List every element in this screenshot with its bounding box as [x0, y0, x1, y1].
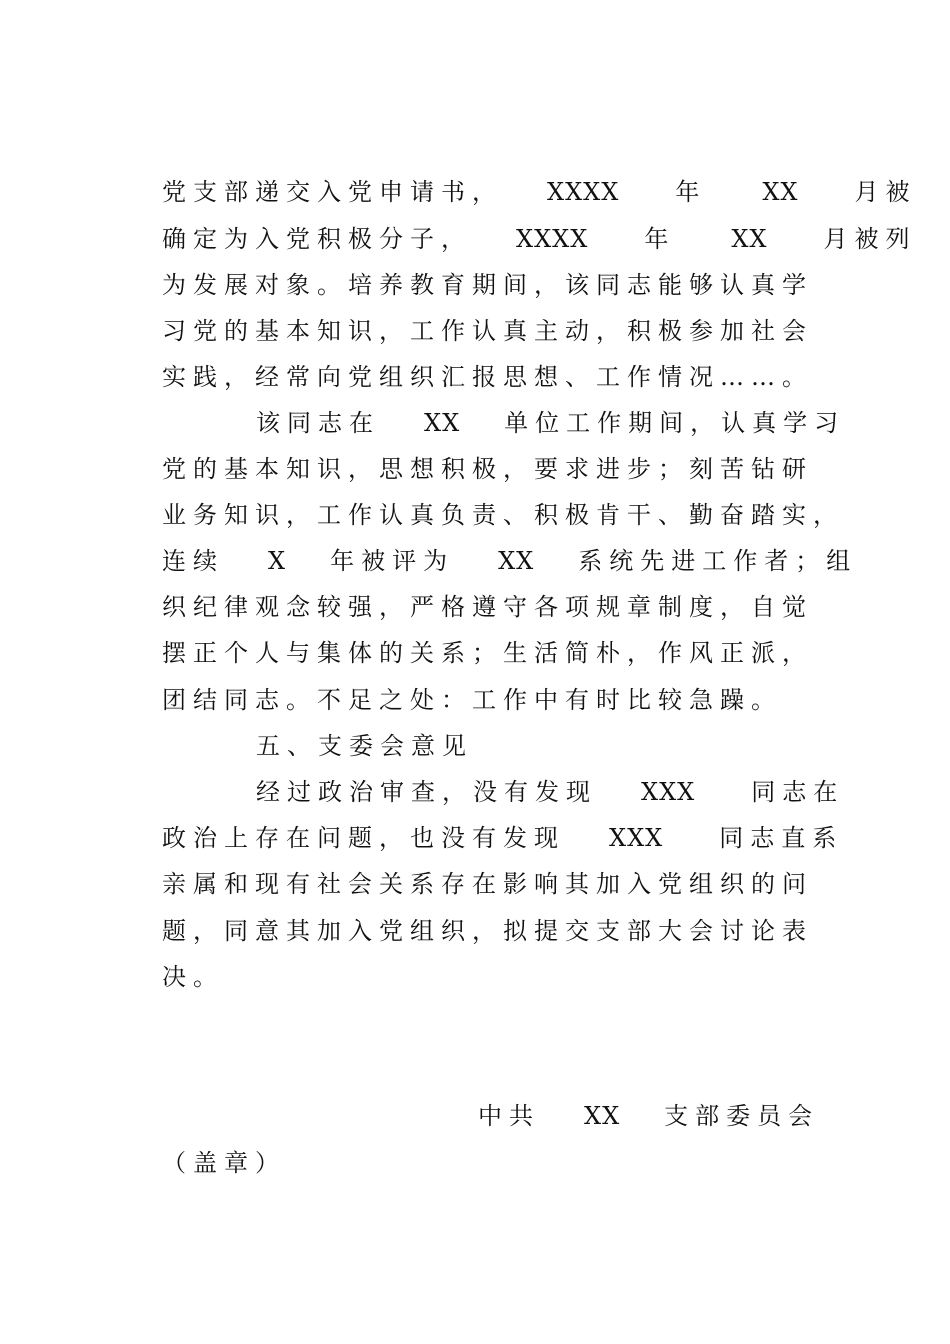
- text-run: 单位工作期间，认真学习: [504, 409, 846, 437]
- text-run: 同志直系: [719, 824, 844, 852]
- placeholder-year: XXXX: [547, 178, 620, 206]
- text-run: 团结同志。不足之处：工作中有时比较急躁。: [162, 686, 782, 714]
- text-line: [162, 454, 822, 484]
- seal-note: （盖章）: [162, 1149, 286, 1177]
- text-line: [162, 685, 822, 715]
- text-run: 连续: [162, 547, 224, 575]
- text-run: 实践，经常向党组织汇报思想、工作情况……。: [162, 363, 813, 391]
- text-line: [162, 177, 917, 207]
- section-heading: 五、支委会意见: [256, 732, 473, 760]
- text-run: 亲属和现有社会关系存在影响其加入党组织的问: [162, 870, 813, 898]
- text-run: 习党的基本知识，工作认真主动，积极参加社会: [162, 317, 813, 345]
- text-line: [256, 777, 845, 807]
- text-line: [162, 823, 844, 853]
- text-run: 织纪律观念较强，严格遵守各项规章制度，自觉: [162, 593, 813, 621]
- text-line: [162, 638, 822, 668]
- text-run: 决。: [162, 963, 224, 991]
- text-line: [162, 592, 822, 622]
- text-line: [162, 916, 822, 946]
- text-run: 经过政治审查，没有发现: [256, 778, 597, 806]
- text-run: 题，同意其加入党组织，拟提交支部大会讨论表: [162, 917, 813, 945]
- text-run: 月被列: [823, 225, 917, 253]
- text-line: [162, 362, 822, 392]
- text-run: 年被评为: [330, 547, 455, 575]
- placeholder-year: XXXX: [516, 225, 589, 253]
- placeholder-unit: XX: [424, 409, 461, 437]
- text-run: 年: [675, 178, 707, 206]
- signature-org: [478, 1101, 822, 1131]
- signature-code: XX: [584, 1102, 621, 1130]
- text-run: 确定为入党积极分子，: [162, 225, 472, 253]
- text-line: [162, 962, 822, 992]
- text-run: 系统先进工作者；组: [578, 547, 858, 575]
- text-line: [162, 869, 822, 899]
- text-run: 同志在: [751, 778, 845, 806]
- placeholder-count: X: [268, 547, 287, 575]
- text-line: [162, 546, 858, 576]
- signature-suffix: 支部委员会: [664, 1102, 820, 1130]
- text-line: [162, 224, 917, 254]
- text-run: 为发展对象。培养教育期间，该同志能够认真学: [162, 271, 813, 299]
- text-run: 业务知识，工作认真负责、积极肯干、勤奋踏实，: [162, 501, 844, 529]
- text-run: 年: [644, 225, 676, 253]
- text-line: [256, 408, 846, 438]
- text-line: [162, 316, 822, 346]
- text-run: 政治上存在问题，也没有发现: [162, 824, 565, 852]
- placeholder-name: XXX: [609, 824, 664, 852]
- text-line: [162, 500, 844, 530]
- text-run: 摆正个人与集体的关系；生活简朴，作风正派，: [162, 639, 813, 667]
- placeholder-month: XX: [731, 225, 768, 253]
- text-run: 该同志在: [256, 409, 380, 437]
- text-run: 党的基本知识，思想积极，要求进步；刻苦钻研: [162, 455, 813, 483]
- placeholder-name: XXX: [641, 778, 696, 806]
- text-run: 月被: [854, 178, 917, 206]
- signature-prefix: 中共: [478, 1102, 540, 1130]
- text-line: [162, 270, 822, 300]
- placeholder-month: XX: [762, 178, 799, 206]
- placeholder-system: XX: [498, 547, 535, 575]
- text-run: 党支部递交入党申请书，: [162, 178, 503, 206]
